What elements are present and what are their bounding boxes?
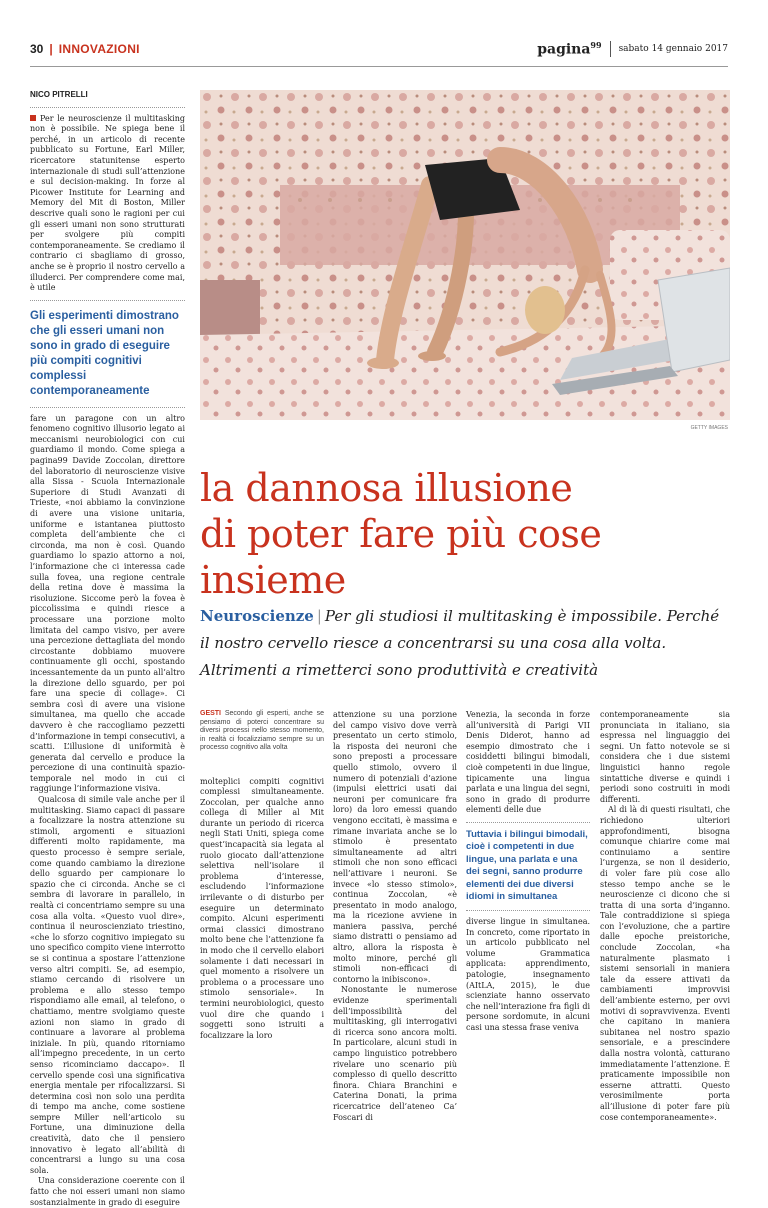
headline-line: la dannosa illusione: [200, 466, 573, 510]
body-paragraph: Venezia, la seconda in forze all’università di Parigi VII Denis Diderot, hanno ad esempio dimostrato che i cosiddetti bilingui bimodali, cioè competenti in due lingue, tipicamente una lingua parlata e una lingua dei segni, sono in grado di produrre elementi delle due: [466, 710, 590, 815]
body-paragraph: attenzione su una porzione del campo visivo dove verrà presentato un certo stimolo, la risposta dei neuroni che sono preposti a processare quello stimolo, ovvero il numero di potenziali d’azione (impulsi elettrici usati dai neuroni per comunicare fra loro) da loro emessi quando vengono eccitati, è massima e rimane invariata anche se lo stimolo è presentato simultaneamente ad altri stimoli che non sono efficaci nell’attivare i neuroni. Se invece «lo stesso stimolo», continua Zoccolan, «è presentato in modo analogo, ma la ricezione avviene in maniera passiva, perché siamo distratti o pensiamo ad altro, allora la risposta è molto minore, perché gli stimoli non-efficaci di contorno la inibiscono».: [333, 710, 457, 984]
section-name: INNOVAZIONI: [58, 42, 140, 56]
body-paragraph: fare un paragone con un altro fenomeno cognitivo illusorio legato ai meccanismi neurobiologici con cui guardiamo il mondo. Come spiega a pagina99 Davide Zoccolan, direttore del laboratorio di neuroscienze visive alla Sissa - Scuola Internazionale Superiore di Studi Avanzati di Trieste, «noi abbiamo la convinzione di avere una visione unitaria, uniforme e istantanea piuttosto completa dell’ambiente che ci circonda, ma non è così. Quando guardiamo lo spazio attorno a noi, l’informazione che ci interessa cade sulla fovea, una regione centrale della retina dove è massima la risoluzione. Siccome però la fovea è piccolissima e quindi riesce a processare una porzione molto limitata del campo visivo, per avere una percezione dettagliata del mondo circostante dobbiamo muovere continuamente gli occhi, spostando incessantemente da un punto all’altro la direzione dello sguardo, per poi fare una specie di collage». Ci sembra così di avere una visione simultanea, ma quello che accade davvero è che raccogliamo pezzetti d’informazione in tempi consecutivi, a scatti. L’illusione di uniformità è generata dal cervello e produce la percezione di una continuità spazio-temporale nel modo in cui ci raggiunge l’informazione visiva.: [30, 413, 185, 794]
article-photo: [200, 90, 730, 420]
subtitle: [200, 603, 730, 684]
pull-quote: Tuttavia i bilingui bimodali, cioè i competenti in due lingue, una parlata e una dei segni, sanno produrre elementi dei due diversi idiomi in simultanea: [466, 828, 588, 903]
photo-credit: GETTY IMAGES: [690, 425, 728, 431]
lead-paragraph: Per le neuroscienze il multitasking non è possibile. Ne spiega bene il perché, in un articolo di recente pubblicato su Fortune, Earl Miller, ricercatore statunitense esperto internazionale di studi sull’attenzione e sul decision-making. In forze al Picower Institute for Learning and Memory del Mit di Boston, Miller descrive quali sono le ragioni per cui gli esseri umani non sono strutturati per svolgere più compiti contemporaneamente. Se crediamo il contrario ci sbagliamo di grosso, anche se è proprio il nostro cervello a illuderci. Per comprendere come mai, è utile: [30, 113, 185, 293]
body-paragraph: Nonostante le numerose evidenze sperimentali dell’impossibilità del multitasking, gli interrogativi di ricerca sono ancora molti. In particolare, alcuni studi in campo linguistico potrebbero rivelare uno scenario più complesso di quello descritto finora. Chiara Branchini e Caterina Donati, la prima ricercatrice dell’ateneo Ca’ Foscari di: [333, 985, 457, 1122]
red-square-icon: [30, 115, 36, 121]
brand-logo: pagina$^{99}$: [537, 40, 602, 58]
body-paragraph: contemporaneamente sia pronunciata in italiano, sia espressa nel linguaggio dei segni. Un fatto notevole se si considera che i due sistemi linguistici hanno regole sintattiche diverse e quindi i periodi sono costruiti in modi differenti.: [600, 710, 730, 804]
dotted-divider: [30, 107, 185, 108]
issue-date: sabato 14 gennaio 2017: [618, 44, 728, 54]
subtitle-text: Per gli studiosi il multitasking è impossibile. Perché il nostro cervello riesce a concentrarsi su una cosa alla volta. Altrimenti a rimetterci sono produttività e creatività: [200, 607, 720, 679]
article-column-3: [466, 710, 590, 1033]
body-paragraph: Al di là di questi risultati, che richiedono ulteriori approfondimenti, bisogna comunque chiarire come mai continuiamo a sentire l’urgenza, se non il desiderio, di voler fare più cose allo stesso tempo anche se le neuroscienze ci dicono che si tratta di una sorta d’inganno. Tale contraddizione si spiega con l’evoluzione, che a partire dalle epoche preistoriche, conclude Zoccolan, «ha naturalmente plasmato i sistemi sensoriali in maniera tale da essere attivati da cambiamenti improvvisi dell’ambiente esterno, per ovvi motivi di sopravvivenza. Eventi che capitano in maniera subitanea nel nostro spazio sensoriale, e a prescindere dalla nostra volontà, catturano immediatamente l’attenzione. È praticamente impossibile non esserne attratti. Questo verosimilmente porta all’illusione di poter fare più cose contemporaneamente».: [600, 805, 730, 1122]
header-divider: [610, 41, 611, 57]
kicker-separator: |: [316, 607, 322, 625]
left-column: [30, 90, 185, 1208]
pull-quote: Gli esperimenti dimostrano che gli esseri umani non sono in grado di eseguire più compiti cognitivi complessi contemporaneamente: [30, 309, 179, 397]
section-kicker: Neuroscienze: [200, 607, 314, 625]
photo-caption: GESTI Secondo gli esperti, anche se pensiamo di poterci concentrare su diversi processi nello stesso momento, in realtà ci focalizziamo sempre su un processo cognitivo alla volta: [200, 710, 324, 751]
header-rule: [30, 66, 728, 67]
photo-illustration: [200, 90, 730, 420]
article-column-4: [600, 710, 730, 1123]
dotted-divider: [30, 300, 185, 301]
header-separator: |: [49, 42, 53, 56]
article-column-1: [200, 710, 324, 1041]
body-paragraph: Qualcosa di simile vale anche per il multitasking. Siamo capaci di passare a focalizzare la nostra attenzione su stimoli, argomenti e situazioni differenti molto rapidamente, ma questo processo è sempre seriale, come quando cambiamo la direzione dello sguardo per campionare lo spazio che ci circonda. Anche se ci sembra di lavorare in parallelo, in realtà ci concentriamo sempre su una cosa alla volta. «Questo vuol dire», continua il neuroscienziato triestino, «che lo sforzo cognitivo impiegato su uno specifico compito viene interrotto se si continua a spostare l’attenzione verso altri compiti. Se, ad esempio, stiamo cercando di risolvere un problema e allo stesso tempo rispondiamo alle email, al telefono, o chattiamo, mentre svolgiamo queste azioni non siamo in grado di continuare a lavorare al problema iniziale. In più, quando ritorniamo all’impegno precedente, in un certo senso ricominciamo daccapo». Il cervello spende così una significativa energia mentale per rifocalizzarsi. Si determina così non solo una perdita di tempo ma anche, come sostiene sempre Miller nell’articolo su Fortune, una diminuzione della creatività, dato che il pensiero innovativo è legato all’abilità di concentrarsi a lungo su una cosa sola.: [30, 795, 185, 1175]
page-number: 30: [30, 42, 44, 56]
body-paragraph: diverse lingue in simultanea. In concreto, come riportato in un articolo pubblicato nel volume Grammatica applicata: apprendimento, patologie, insegnamento (AItLA, 2015), le due scienziate hanno osservato che nell’interazione fra figli di persone sordomute, in alcuni casi una stessa frase veniva: [466, 916, 590, 1032]
dotted-divider: [30, 407, 185, 408]
headline: [200, 465, 730, 603]
dotted-divider: [466, 822, 590, 823]
page-header: [30, 38, 728, 60]
article-column-2: [333, 710, 457, 1123]
headline-line: di poter fare più cose insieme: [200, 512, 602, 602]
body-paragraph: Una considerazione coerente con il fatto che noi esseri umani non siamo sostanzialmente in grado di eseguire: [30, 1176, 185, 1207]
dotted-divider: [466, 910, 590, 911]
author-byline: NICO PITRELLI: [30, 90, 88, 99]
body-paragraph: molteplici compiti cognitivi complessi simultaneamente. Zoccolan, per qualche anno collega di Miller al Mit durante un periodo di ricerca negli Stati Uniti, spiega come quest’incapacità sia legata al ruolo giocato dall’attenzione selettiva nell’isolare il problema d’interesse, escludendo l’informazione irrilevante o di disturbo per eseguire un determinato compito. Alcuni esperimenti ormai classici dimostrano molto bene che l’attenzione fa in modo che il cervello elabori solamente i dati necessari in quel momento a risolvere un problema o a processare uno stimolo sensoriale». In termini neurobiologici, questo vuol dire che quando i soggetti sono istruiti a focalizzare la loro: [200, 776, 324, 1040]
